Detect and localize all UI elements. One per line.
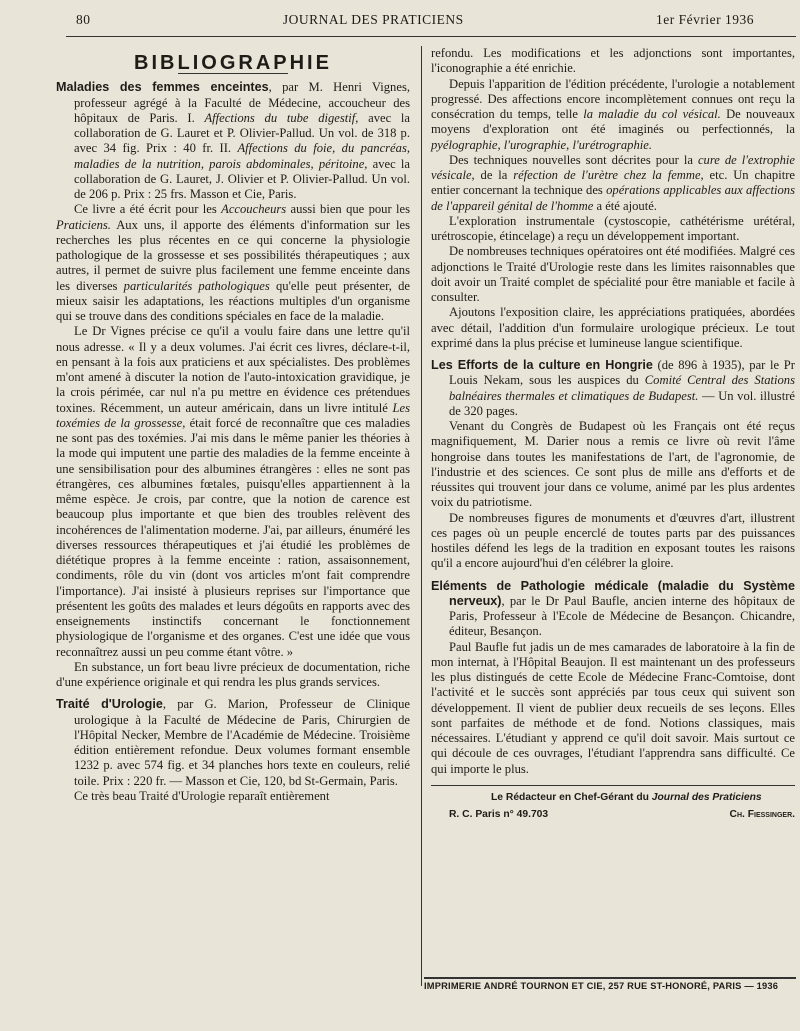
text: Le Dr Vignes précise ce qu'il a voulu faire dans une lettre qu'il nous adresse. « Il y a deux volumes. J'ai écrit ces livres, déclare-t-il, en pensant à la fois aux praticiens et aux spécialistes. Des problèmes m'ont amené à discuter la notion de l'auto-intoxication gravidique, je la crois périmée, car nul n'a pu mettre en évidence ces prétendues toxines. Récemment, un auteur américain, dans un livre intitulé [56,324,410,415]
registration-line [431,807,795,822]
editor-signature: Ch. Fiessinger. [729,809,795,820]
text: Ce livre a été écrit pour les [74,202,222,217]
entry-text: avec la collaboration de G. Lauret et P. Olivier-Pallud. Un vol. de 318 p. avec 34 fig. Prix : 40 fr. II. [74,110,410,156]
paragraph: De nombreuses figures de monuments et d'œuvres d'art, illustrent ces pages où un peuple encerclé de toutes parts par des puissances hostiles défend les legs de la tradition en exposant toutes les raisons qu'il a encore aujourd'hui d'en célébrer la gloire. [431,510,795,571]
running-header [10,12,792,32]
text: aussi bien que pour les [286,202,410,217]
emphasis: opérations applicables aux affections de l'appareil génital de l'homme [431,183,796,213]
review-entry-nekam [431,358,795,419]
text: De nouveaux moyens d'exploration ont été imaginés ou perfectionnés, la [431,107,795,137]
right-column [421,46,795,986]
book-title: Maladies des femmes enceintes [56,80,269,95]
editor-label: Le Rédacteur en Chef-Gérant du [491,791,652,803]
emphasis: pyélographie, l'urographie, l'urétrographie. [431,137,652,152]
paragraph: Paul Baufle fut jadis un de mes camarades de laboratoire à la fin de mon internat, à l'Hôpital Beaujon. Il est maintenant un des professeurs les plus distingués de cette Ecole de Médecine Franc-Comtoise, dont l'activité et le succès sont appréciés par tous ceux qui suivent son développement. Il vient de publier deux recueils de ses leçons. Elles sont parfaites de méthode et de fond. Notions classiques, mais nécessaires. L'étudiant y apprend ce qu'il doit savoir. Mais surtout ce qui découle de ces ouvrages, l'étudiant l'apprendra sans difficulté. Ce qui importe le plus. [431,639,795,776]
paragraph: Ajoutons l'exposition claire, les appréciations pratiquées, abordées avec détail, l'addition d'un formulaire urologique précieux. Le tout exprimé dans la plus précise et lumineuse langue scientifique. [431,305,795,350]
issue-date: 1er Février 1936 [656,12,754,27]
imprint-line: IMPRIMERIE ANDRÉ TOURNON ET CIE, 257 RUE ST-HONORÉ, PARIS — 1936 [424,977,796,991]
paragraph [56,324,410,660]
footer-rule [431,785,795,786]
spacer [431,351,795,358]
paragraph [431,77,795,153]
left-column [56,46,421,986]
paragraph: refondu. Les modifications et les adjonctions sont importantes, l'iconographie a été enrichie. [431,46,795,76]
book-title: Les Efforts de la culture en Hongrie [431,358,653,372]
text: de la [474,168,514,182]
section-title: BIBLIOGRAPHIE [134,52,332,74]
paragraph: L'exploration instrumentale (cystoscopie, cathétérisme urétéral, urétroscopie, étincelage) a reçu un développement important. [431,213,795,243]
emphasis: la maladie du col vésical. [583,107,721,121]
text: a été ajouté. [593,198,657,213]
page-number: 80 [76,12,91,27]
entry-text: avec la collaboration de G. Lauret, J. Olivier et P. Olivier-Pallud. Un vol. de 206 p. Prix : 25 frs. Masson et Cie, Paris. [74,156,411,201]
paragraph: Ce très beau Traité d'Urologie reparaît entièrement [74,788,330,803]
entry-text: , par le Dr Paul Baufle, ancien interne des hôpitaux de Paris, Professeur à l'Ecole de Médecine de Besançon. Chicandre, éditeur, Besançon. [449,593,795,639]
paragraph: Venant du Congrès de Budapest où les Français ont été reçus magnifiquement, M. Darier nous a remis ce livre où revit l'âme hongroise dans toutes les manifestations de l'art, de l'agronomie, de l'industrie et des sciences. Ce sont plus de mille ans d'efforts et de réussites qui trouvent jour dans ce volume, animé par les plus ardentes voix du patriotisme. [431,419,795,510]
emphasis: cure de l'extrophie vésicale, [431,152,795,182]
text: qu'elle peut présenter, de mieux saisir les adaptations, les réactions multiples d'un organisme qui se trouve dans des conditions spéciales en face de la maladie. [56,278,411,323]
volume-title: Affections du tube digestif, [204,110,359,125]
volume-title: Affections du foie, du pancréas, maladies de la nutrition, parois abdominales, péritoine, [74,141,410,171]
review-entry-vignes [56,80,410,202]
book-title: Eléments de Pathologie médicale (maladie du Système nerveux) [431,578,795,608]
text: Des techniques nouvelles sont décrites pour la [449,152,698,167]
entry-text: , par M. Henri Vignes, professeur agrégé à la Faculté de Médecine, accoucheur des hôpitaux de Paris. I. [74,80,410,125]
paragraph: En substance, un fort beau livre précieux de documentation, riche d'une expérience originale et qui rendra les plus grands services. [56,659,410,689]
spacer [56,690,410,697]
emphasis: Accoucheurs [221,202,287,217]
emphasis: particularités pathologiques [123,278,270,293]
journal-ref: Journal des Praticiens [651,791,762,803]
paragraph: De nombreuses techniques opératoires ont été modifiées. Malgré ces adjonctions le Traité d'Urologie reste dans les limites raisonnables que doit avoir un Traité complet de spécialité pour être maniable et facile à consulter. [431,244,795,304]
emphasis: Comité Central des Stations balnéaires thermales et climatiques de Budapest. [449,373,795,403]
spacer [431,572,795,579]
text: etc. Un chapitre entier concernant la technique des [431,168,795,198]
columns [56,46,796,986]
editor-line [431,790,795,805]
paragraph [56,202,410,324]
text: Aux uns, il apporte des éléments d'information sur les recherches les plus récentes en ce qui concerne la physiologie pathologique de la grossesse et ses possibilités thérapeutiques ; aux autres, il permet de suivre plus facilement une femme enceinte dans les diverses [56,217,410,293]
entry-text: (de 896 à 1935), par le Pr Louis Nekam, sous les auspices du [449,358,795,388]
review-entry-baufle [431,579,795,640]
header-rule [66,36,796,37]
text: Depuis l'apparition de l'édition précédente, l'urologie a notablement progressé. Des affections encore incomplètement connues ont reçu la consécration du temps, telle [431,76,795,121]
entry-text: — Un vol. illustré de 320 pages. [449,388,795,418]
registration: R. C. Paris n° 49.703 [449,809,549,820]
journal-name: JOURNAL DES PRATICIENS [282,12,464,27]
text: était forcé de reconnaître que ces maladies ne sont pas des toxémies. J'ai mis dans le même panier les théories à la mode qui imputent une partie des maladies de la femme enceinte à une sensibilisation pour des albumines étrangères : elles ne sont pas étrangères, ces albumines fœtales, puisqu'elles appartiennent à la même espèce. Je crois, par contre, que la notion de carence est beaucoup plus importante et que bien des troubles relèvent des incohérences de l'alimentation moderne. J'ai, par ailleurs, énuméré les diverses ressources thérapeutiques et j'ai étudié les problèmes de diététique propres à la femme enceinte : ration, assaisonnement, condiments, rôle du vin (dont vos articles m'ont fait comprendre l'importance). J'ai insisté à plusieurs reprises sur l'importance que présentent les goûts des malades et leurs dégoûts en rapports avec des enseignements instinctifs concernant le fonctionnement physiologique de l'organisme et des organes. C'est une idée que vous reconnaîtrez aussi un peu comme étant vôtre. » [56,415,410,659]
entry-text: , par G. Marion, Professeur de Clinique urologique à la Faculté de Médecine de Paris, Chirurgien de l'Hôpital Necker, Membre de l'Académie de Médecine. Troisième édition entièrement refondue. Deux volumes formant ensemble 1232 p. avec 574 fig. et 34 planches hors texte en couleurs, relié toile. Prix : 220 fr. — Masson et Cie, 120, bd St-Germain, Paris. [74,697,410,788]
book-title: Traité d'Urologie [56,697,163,712]
paragraph [431,153,795,214]
review-entry-marion [56,697,410,789]
emphasis: Praticiens. [56,217,111,232]
emphasis: Les toxémies de la grossesse, [56,400,410,430]
emphasis: réfection de l'urètre chez la femme, [513,168,704,182]
